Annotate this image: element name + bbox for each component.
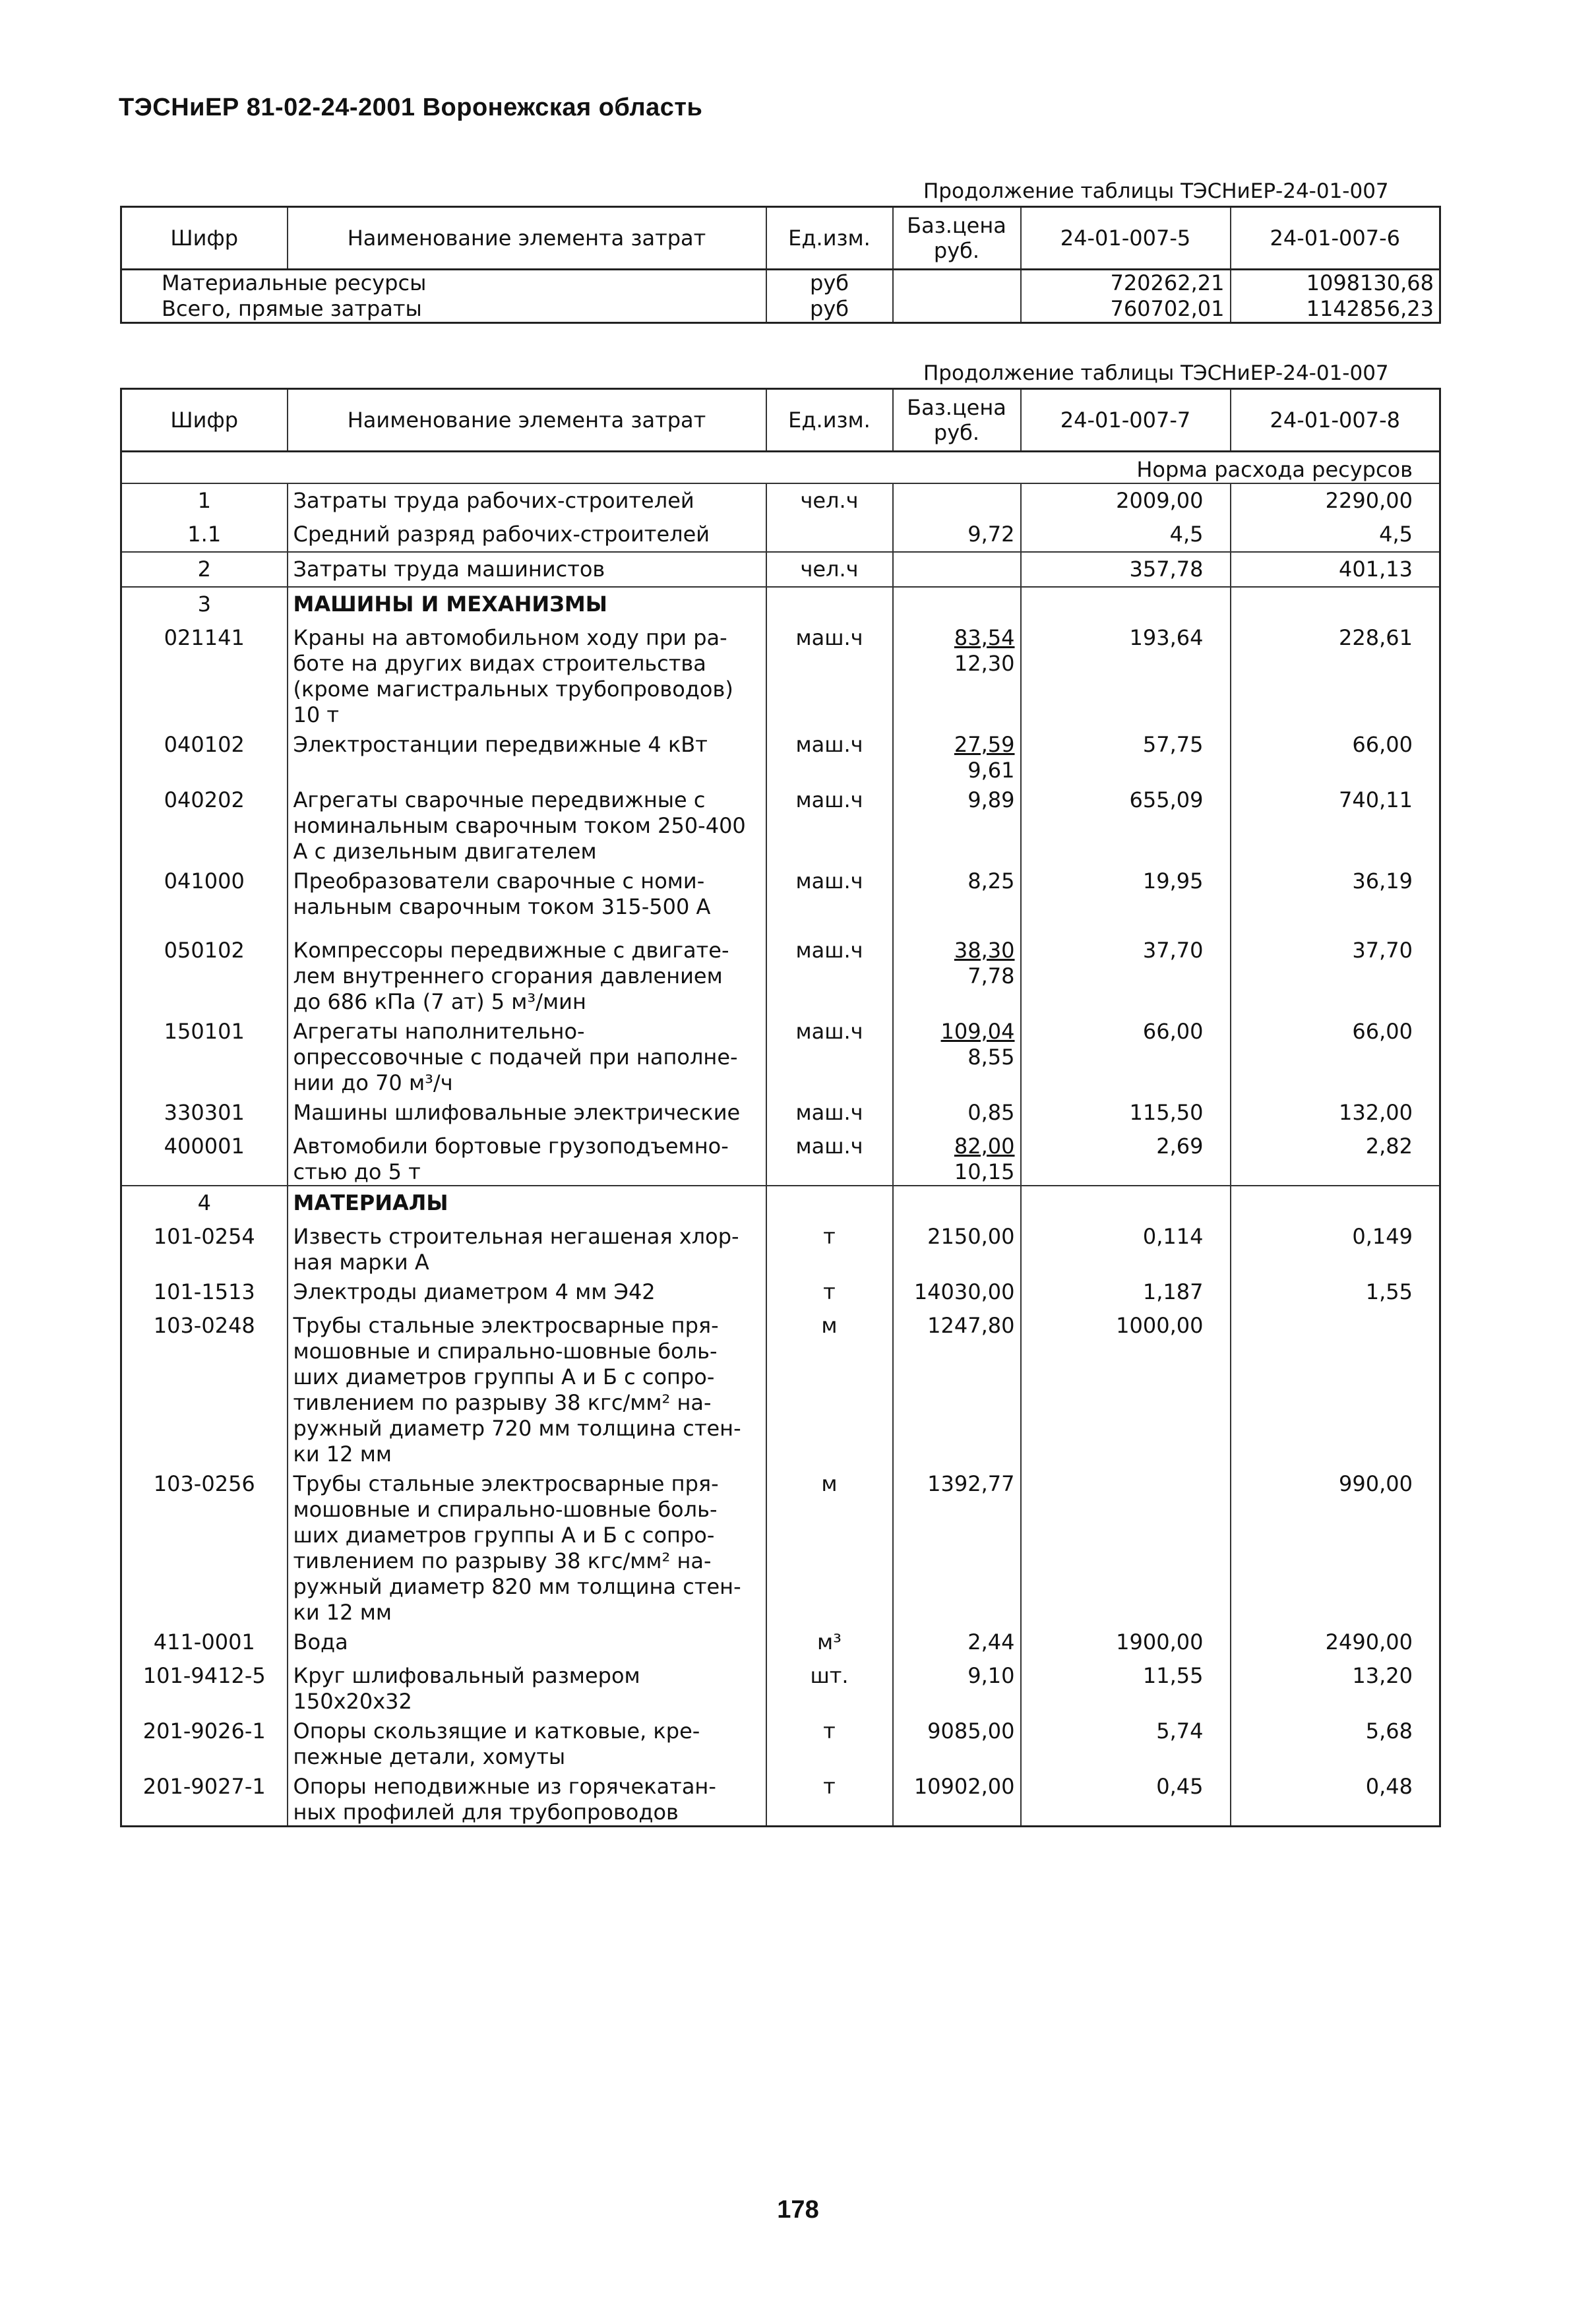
row-norm-b: 228,61: [1231, 621, 1440, 728]
row-norm-b: 0,149: [1231, 1220, 1440, 1275]
price-base: 0,85: [967, 1100, 1015, 1125]
row-norm-b: [1231, 1309, 1440, 1467]
row-name: Круг шлифовальный размером 150х20х32: [288, 1659, 766, 1715]
row-norm-b: 1142856,23: [1231, 296, 1440, 323]
row-norm-a: 5,74: [1021, 1715, 1231, 1770]
row-code: 021141: [121, 621, 288, 728]
price-base: 14030,00: [913, 1279, 1015, 1304]
row-norm-b: 4,5: [1231, 518, 1440, 552]
table-row: [121, 865, 1440, 934]
row-unit: т: [766, 1715, 893, 1770]
table-row: [121, 1626, 1440, 1659]
row-norm-a: 57,75: [1021, 728, 1231, 783]
row-name: Электроды диаметром 4 мм Э42: [288, 1275, 766, 1309]
row-price: [893, 783, 1021, 865]
price-base: 38,30: [954, 938, 1015, 963]
table-row: [121, 1096, 1440, 1130]
row-code: 4: [121, 1186, 288, 1220]
table-row: [121, 1186, 1440, 1220]
row-norm-a: 4,5: [1021, 518, 1231, 552]
row-unit: чел.ч: [766, 552, 893, 587]
row-name: Материальные ресурсы: [121, 270, 766, 297]
table-row: [121, 783, 1440, 865]
row-norm-b: [1231, 587, 1440, 621]
price-wage: 7,78: [967, 963, 1015, 988]
price-base: 82,00: [954, 1134, 1015, 1159]
row-norm-b: 2,82: [1231, 1130, 1440, 1186]
table-row: [121, 1715, 1440, 1770]
row-unit: т: [766, 1770, 893, 1827]
table-row: [121, 1467, 1440, 1626]
table-row: [121, 587, 1440, 621]
row-code: 330301: [121, 1096, 288, 1130]
price-wage: 9,61: [967, 758, 1015, 783]
row-code: 101-1513: [121, 1275, 288, 1309]
row-price: [893, 1186, 1021, 1220]
row-norm-a: 1000,00: [1021, 1309, 1231, 1467]
price-base: 8,25: [967, 868, 1015, 894]
table-row: [121, 934, 1440, 1015]
price-base: 2,44: [967, 1629, 1015, 1655]
row-name: Краны на автомобильном ходу при ра- боте на других видах строительства (кроме магистральных трубопроводов) 10 т: [288, 621, 766, 728]
row-code: 103-0256: [121, 1467, 288, 1626]
price-base: 9085,00: [927, 1718, 1015, 1744]
row-code: 040102: [121, 728, 288, 783]
row-price: [893, 1220, 1021, 1275]
row-name: Преобразователи сварочные с номи- нальным сварочным током 315-500 А: [288, 865, 766, 934]
col-price: Баз.цена руб.: [893, 207, 1021, 270]
table1-continuation: Продолжение таблицы ТЭСНиЕР-24-01-007: [923, 179, 1389, 203]
table2-continuation: Продолжение таблицы ТЭСНиЕР-24-01-007: [923, 361, 1389, 385]
row-name: Всего, прямые затраты: [121, 296, 766, 323]
row-norm-b: 37,70: [1231, 934, 1440, 1015]
row-name: МАШИНЫ И МЕХАНИЗМЫ: [288, 587, 766, 621]
table2: [120, 388, 1441, 1827]
row-norm-b: 990,00: [1231, 1467, 1440, 1626]
col-norm-b: 24-01-007-8: [1231, 389, 1440, 452]
row-price: [893, 865, 1021, 934]
row-price: [893, 1309, 1021, 1467]
table-row: [121, 552, 1440, 587]
row-unit: маш.ч: [766, 728, 893, 783]
table1: [120, 206, 1441, 324]
row-norm-a: 0,45: [1021, 1770, 1231, 1827]
row-price: [893, 296, 1021, 323]
col-unit: Ед.изм.: [766, 389, 893, 452]
row-norm-a: 11,55: [1021, 1659, 1231, 1715]
row-code: 1.1: [121, 518, 288, 552]
row-norm-a: [1021, 1186, 1231, 1220]
page-number: 178: [777, 2196, 819, 2224]
price-base: 1247,80: [927, 1313, 1015, 1338]
row-price: [893, 621, 1021, 728]
row-norm-b: 5,68: [1231, 1715, 1440, 1770]
row-norm-b: 36,19: [1231, 865, 1440, 934]
row-name: Опоры неподвижные из горячекатан- ных профилей для трубопроводов: [288, 1770, 766, 1827]
row-norm-a: 2,69: [1021, 1130, 1231, 1186]
row-name: Трубы стальные электросварные пря- мошовные и спирально-шовные боль- ших диаметров группы А и Б с сопро- тивлением по разрыву 38 кгс/мм² на- ружный диаметр 820 мм толщина стен- ки 12 мм: [288, 1467, 766, 1626]
row-code: 040202: [121, 783, 288, 865]
row-code: 050102: [121, 934, 288, 1015]
row-norm-a: 720262,21: [1021, 270, 1231, 297]
row-norm-a: 37,70: [1021, 934, 1231, 1015]
col-norm-b: 24-01-007-6: [1231, 207, 1440, 270]
row-code: 2: [121, 552, 288, 587]
row-price: [893, 1015, 1021, 1096]
row-unit: чел.ч: [766, 483, 893, 518]
table-row: [121, 1275, 1440, 1309]
row-unit: [766, 587, 893, 621]
row-code: 041000: [121, 865, 288, 934]
row-unit: маш.ч: [766, 783, 893, 865]
row-price: [893, 1275, 1021, 1309]
table-row: [121, 621, 1440, 728]
document-title: ТЭСНиЕР 81-02-24-2001 Воронежская область: [119, 94, 703, 121]
row-name: Затраты труда рабочих-строителей: [288, 483, 766, 518]
row-norm-a: 2009,00: [1021, 483, 1231, 518]
row-code: 150101: [121, 1015, 288, 1096]
row-unit: т: [766, 1220, 893, 1275]
row-price: [893, 1096, 1021, 1130]
row-code: 103-0248: [121, 1309, 288, 1467]
row-name: Автомобили бортовые грузоподъемно- стью до 5 т: [288, 1130, 766, 1186]
row-norm-a: 760702,01: [1021, 296, 1231, 323]
col-norm-a: 24-01-007-5: [1021, 207, 1231, 270]
row-norm-b: 1098130,68: [1231, 270, 1440, 297]
row-norm-a: [1021, 1467, 1231, 1626]
row-price: [893, 1715, 1021, 1770]
row-norm-b: 740,11: [1231, 783, 1440, 865]
row-unit: маш.ч: [766, 865, 893, 934]
norm-label: Норма расхода ресурсов: [121, 452, 1440, 484]
table-row: [121, 296, 1440, 323]
row-name: МАТЕРИАЛЫ: [288, 1186, 766, 1220]
price-base: 83,54: [954, 625, 1015, 650]
row-norm-b: 1,55: [1231, 1275, 1440, 1309]
row-name: Машины шлифовальные электрические: [288, 1096, 766, 1130]
row-code: 201-9027-1: [121, 1770, 288, 1827]
table-row: [121, 483, 1440, 518]
row-price: [893, 1659, 1021, 1715]
row-norm-b: 132,00: [1231, 1096, 1440, 1130]
col-name: Наименование элемента затрат: [288, 207, 766, 270]
price-base: 10902,00: [913, 1774, 1015, 1799]
row-unit: [766, 1186, 893, 1220]
row-price: [893, 1467, 1021, 1626]
row-norm-b: 66,00: [1231, 728, 1440, 783]
table-row: [121, 1015, 1440, 1096]
price-wage: 8,55: [967, 1045, 1015, 1070]
table-row: [121, 1130, 1440, 1186]
row-norm-a: 655,09: [1021, 783, 1231, 865]
row-unit: маш.ч: [766, 1096, 893, 1130]
table-row: [121, 728, 1440, 783]
col-unit: Ед.изм.: [766, 207, 893, 270]
row-norm-a: 19,95: [1021, 865, 1231, 934]
row-code: 411-0001: [121, 1626, 288, 1659]
row-code: 3: [121, 587, 288, 621]
row-code: 400001: [121, 1130, 288, 1186]
row-name: Затраты труда машинистов: [288, 552, 766, 587]
table-row: [121, 1220, 1440, 1275]
norm-label-row: [121, 452, 1440, 484]
price-base: 27,59: [954, 732, 1015, 757]
row-norm-a: 1,187: [1021, 1275, 1231, 1309]
row-name: Агрегаты наполнительно- опрессовочные с подачей при наполне- нии до 70 м³/ч: [288, 1015, 766, 1096]
table-row: [121, 1770, 1440, 1827]
row-price: [893, 518, 1021, 552]
price-wage: 10,15: [954, 1159, 1015, 1184]
row-code: 101-9412-5: [121, 1659, 288, 1715]
row-name: Электростанции передвижные 4 кВт: [288, 728, 766, 783]
table-row: [121, 518, 1440, 552]
col-code: Шифр: [121, 207, 288, 270]
row-norm-b: 13,20: [1231, 1659, 1440, 1715]
row-unit: [766, 518, 893, 552]
table-row: [121, 270, 1440, 297]
row-price: [893, 270, 1021, 297]
row-code: 101-0254: [121, 1220, 288, 1275]
row-price: [893, 483, 1021, 518]
price-base: 9,89: [967, 787, 1015, 812]
row-name: Компрессоры передвижные с двигате- лем внутреннего сгорания давлением до 686 кПа (7 ат) 5 м³/мин: [288, 934, 766, 1015]
row-norm-b: [1231, 1186, 1440, 1220]
row-norm-a: 115,50: [1021, 1096, 1231, 1130]
table-row: [121, 1659, 1440, 1715]
row-norm-a: 1900,00: [1021, 1626, 1231, 1659]
row-price: [893, 552, 1021, 587]
row-name: Опоры скользящие и катковые, кре- пежные детали, хомуты: [288, 1715, 766, 1770]
price-base: 9,72: [967, 522, 1015, 547]
row-unit: маш.ч: [766, 934, 893, 1015]
col-code: Шифр: [121, 389, 288, 452]
row-price: [893, 1770, 1021, 1827]
price-base: 109,04: [940, 1019, 1015, 1044]
price-base: 2150,00: [927, 1224, 1015, 1249]
row-unit: маш.ч: [766, 1130, 893, 1186]
price-wage: 12,30: [954, 651, 1015, 676]
row-unit: т: [766, 1275, 893, 1309]
row-norm-a: [1021, 587, 1231, 621]
row-norm-a: 193,64: [1021, 621, 1231, 728]
row-norm-a: 357,78: [1021, 552, 1231, 587]
row-norm-a: 0,114: [1021, 1220, 1231, 1275]
row-price: [893, 1130, 1021, 1186]
row-name: Агрегаты сварочные передвижные с номинальным сварочным током 250-400 А с дизельным двигателем: [288, 783, 766, 865]
row-unit: м³: [766, 1626, 893, 1659]
row-unit: маш.ч: [766, 1015, 893, 1096]
row-code: 201-9026-1: [121, 1715, 288, 1770]
row-norm-b: 401,13: [1231, 552, 1440, 587]
row-norm-a: 66,00: [1021, 1015, 1231, 1096]
row-unit: маш.ч: [766, 621, 893, 728]
row-unit: руб: [766, 270, 893, 297]
row-name: Средний разряд рабочих-строителей: [288, 518, 766, 552]
table-row: [121, 1309, 1440, 1467]
row-price: [893, 728, 1021, 783]
col-norm-a: 24-01-007-7: [1021, 389, 1231, 452]
row-price: [893, 934, 1021, 1015]
row-price: [893, 1626, 1021, 1659]
row-norm-b: 0,48: [1231, 1770, 1440, 1827]
row-name: Известь строительная негашеная хлор- ная марки А: [288, 1220, 766, 1275]
row-norm-b: 66,00: [1231, 1015, 1440, 1096]
col-name: Наименование элемента затрат: [288, 389, 766, 452]
row-code: 1: [121, 483, 288, 518]
row-unit: руб: [766, 296, 893, 323]
price-base: 1392,77: [927, 1471, 1015, 1496]
row-name: Вода: [288, 1626, 766, 1659]
row-price: [893, 587, 1021, 621]
row-name: Трубы стальные электросварные пря- мошовные и спирально-шовные боль- ших диаметров группы А и Б с сопро- тивлением по разрыву 38 кгс/мм² на- ружный диаметр 720 мм толщина стен- ки 12 мм: [288, 1309, 766, 1467]
row-norm-b: 2290,00: [1231, 483, 1440, 518]
row-unit: м: [766, 1309, 893, 1467]
price-base: 9,10: [967, 1663, 1015, 1688]
row-unit: шт.: [766, 1659, 893, 1715]
row-norm-b: 2490,00: [1231, 1626, 1440, 1659]
col-price: Баз.цена руб.: [893, 389, 1021, 452]
row-unit: м: [766, 1467, 893, 1626]
